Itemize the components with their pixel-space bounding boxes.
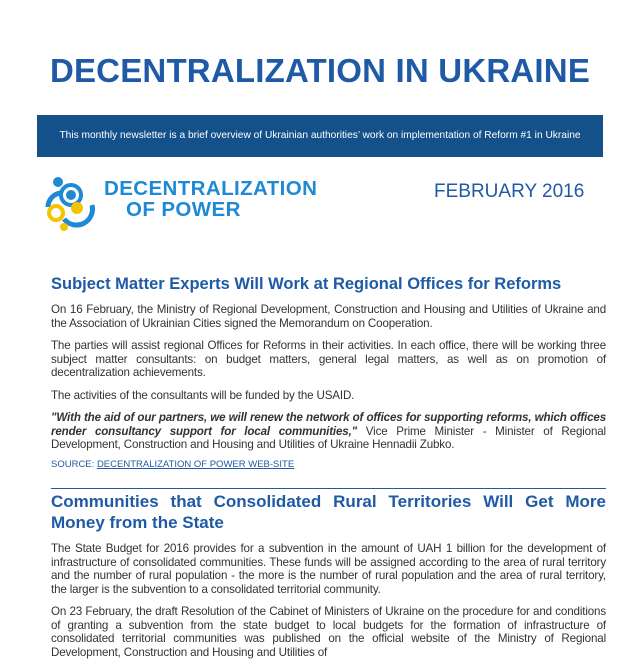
article-paragraph: On 23 February, the draft Resolution of the Cabinet of Ministers of Ukraine on the procedure for and conditions of granting a subvention from the state budget to local budgets for the formation of infrastructure of consolidated territorial communities was published on the official website of the Ministry of Regional Development, Construction and Housing and Utilities of	[51, 605, 606, 659]
issue-date: FEBRUARY 2016	[434, 181, 585, 202]
article-communities	[51, 488, 606, 668]
newsletter-title: DECENTRALIZATION IN UKRAINE	[49, 52, 591, 89]
article-paragraph: The State Budget for 2016 provides for a subvention in the amount of UAH 1 billion for the development of infrastructure of consolidated communities. These funds will be assigned according to the area of rural territory and the number of rural population - the more is the number of rural population and the area of rural territory, the larger is the subvention to a consolidated territorial community.	[51, 542, 606, 596]
article-paragraph: On 16 February, the Ministry of Regional Development, Construction and Housing and Utilities of Ukraine and the Association of Ukrainian Cities signed the Memorandum on Cooperation.	[51, 303, 606, 330]
brand-name	[104, 178, 317, 220]
article-title: Communities that Consolidated Rural Territories Will Get More Money from the State	[51, 492, 606, 532]
article-paragraph: The activities of the consultants will be funded by the USAID.	[51, 388, 355, 402]
article-experts	[51, 274, 606, 470]
source-label: SOURCE:	[51, 458, 97, 470]
source-link[interactable]: DECENTRALIZATION OF POWER WEB-SITE	[96, 458, 295, 470]
article-paragraph: The parties will assist regional Offices for Reforms in their activities. In each office, there will be working three subject matter consultants: on budget matters, general legal matters, as well as on promotion of decentralization achievements.	[51, 339, 606, 379]
decentralization-logo-icon	[44, 173, 104, 235]
article-source	[51, 459, 606, 470]
article-quote	[51, 411, 606, 452]
brand-line-1: DECENTRALIZATION	[104, 177, 318, 200]
quote-attribution: Vice Prime Minister - Minister of Regional Development, Construction and Housing and Utilities of Ukraine Hennadii Zubko.	[51, 424, 606, 451]
brand-line-2: OF POWER	[126, 198, 241, 221]
article-title: Subject Matter Experts Will Work at Regional Offices for Reforms	[51, 275, 562, 293]
newsletter-banner: This monthly newsletter is a brief overview of Ukrainian authorities’ work on implementation of Reform #1 in Ukraine	[37, 115, 603, 157]
quote-text: "With the aid of our partners, we will renew the network of offices for supporting reforms, which offices render consultancy support for local communities,"	[51, 411, 606, 438]
